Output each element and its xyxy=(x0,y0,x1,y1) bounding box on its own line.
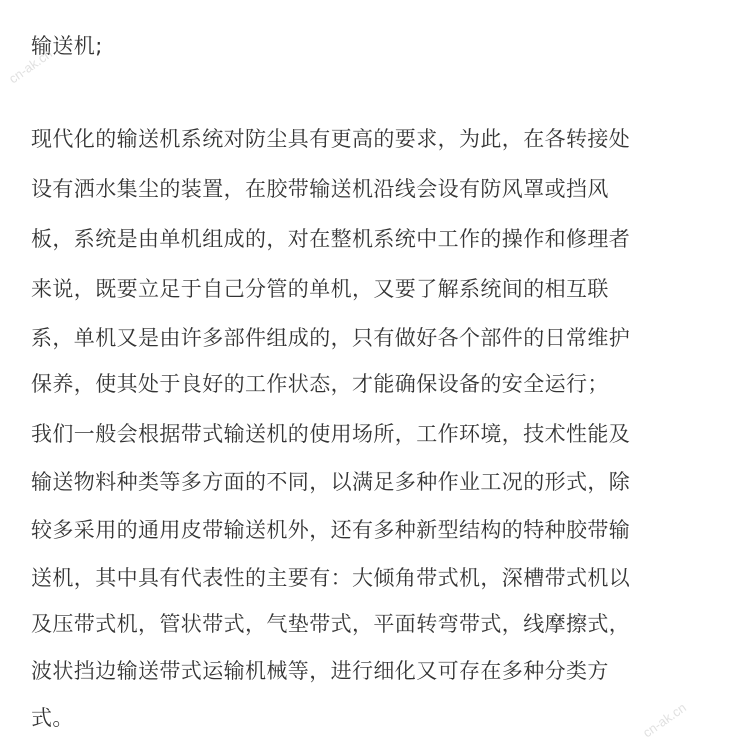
paragraph-line: 现代化的输送机系统对防尘具有更高的要求，为此，在各转接处 xyxy=(31,127,631,151)
paragraph-line: 来说，既要立足于自己分管的单机，又要了解系统间的相互联 xyxy=(31,277,609,301)
paragraph-line: 波状挡边输送带式运输机械等，进行细化又可存在多种分类方 xyxy=(31,659,609,683)
paragraph-line: 系，单机又是由许多部件组成的，只有做好各个部件的日常维护 xyxy=(31,326,631,350)
paragraph-line: 设有洒水集尘的装置，在胶带输送机沿线会设有防风罩或挡风 xyxy=(31,177,609,201)
watermark-top-left: cn-ak.cn xyxy=(6,45,55,87)
paragraph-line: 式。 xyxy=(31,706,74,730)
paragraph-line: 我们一般会根据带式输送机的使用场所，工作环境，技术性能及 xyxy=(31,422,631,446)
paragraph-line: 较多采用的通用皮带输送机外，还有多种新型结构的特种胶带输 xyxy=(31,518,631,542)
paragraph-line: 及压带式机，管状带式，气垫带式，平面转弯带式，线摩擦式， xyxy=(31,612,631,636)
paragraph-line: 送机，其中具有代表性的主要有：大倾角带式机，深槽带式机以 xyxy=(31,566,631,590)
paragraph-line: 板，系统是由单机组成的，对在整机系统中工作的操作和修理者 xyxy=(31,227,631,251)
watermark-bottom-right: cn-ak.cn xyxy=(640,699,689,740)
paragraph-line: 保养，使其处于良好的工作状态，才能确保设备的安全运行； xyxy=(31,372,609,396)
paragraph-line: 输送物料种类等多方面的不同，以满足多种作业工况的形式，除 xyxy=(31,470,631,494)
article-heading: 输送机; xyxy=(31,34,103,58)
